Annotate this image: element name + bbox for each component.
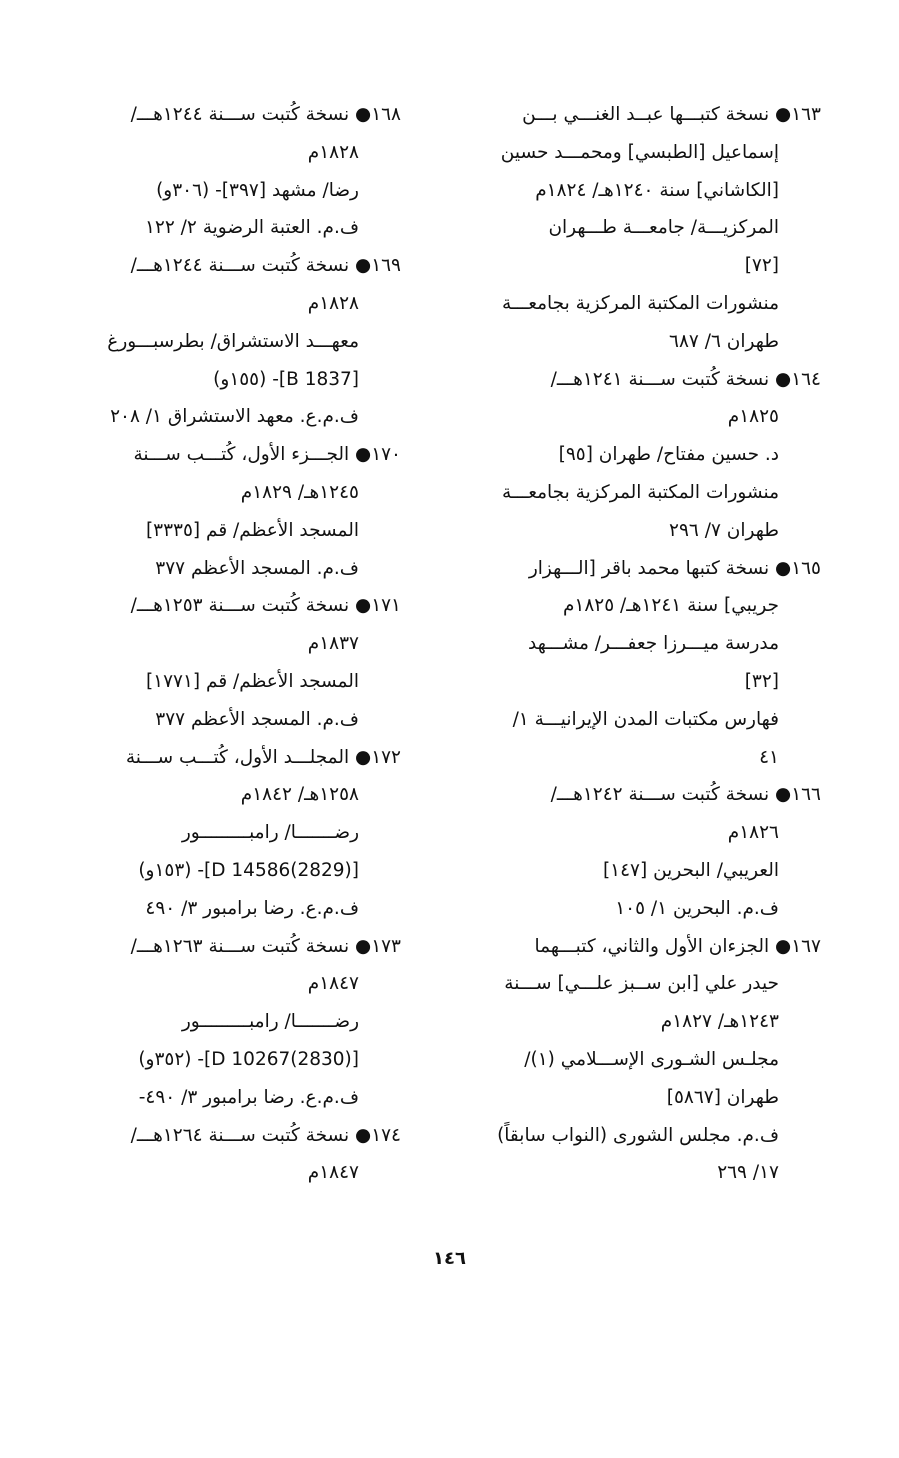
- entry-heading-line: ١٦٦● نسخة كُتبت ســـنة ١٢٤٢هـــ/: [550, 784, 821, 806]
- entry-line: [D 14586(2829)]- (١٥٣و): [138, 859, 359, 881]
- entry-heading-line: ١٧٣● نسخة كُتبت ســـنة ١٢٦٣هـــ/: [130, 935, 401, 957]
- entry-line: ١٢٤٥هـ/ ١٨٢٩م: [240, 481, 359, 503]
- right-column: [486, 96, 821, 1192]
- entry-line: ١٢٤٣هـ/ ١٨٢٧م: [660, 1011, 779, 1033]
- entry-line: ف.م.ع. رضا برامبور ٣/ ٤٩٠: [145, 897, 359, 919]
- entry-line: رضـــــــا/ رامبـــــــــور: [181, 822, 359, 844]
- entry-heading-line: ١٧٢● المجلـــد الأول، كُتـــب ســـنة: [125, 746, 401, 768]
- entry-line: جريبي] سنة ١٢٤١هـ/ ١٨٢٥م: [562, 595, 779, 617]
- entry-heading-line: ١٦٩● نسخة كُتبت ســـنة ١٢٤٤هـــ/: [130, 255, 401, 277]
- entry-line: مجلـس الشـورى الإســـلامي (١)/: [524, 1048, 779, 1070]
- entry-heading-line: ١٦٥● نسخة كتبها محمد باقر [الـــهزار: [528, 557, 821, 579]
- entry-line: ١٨٢٥م: [727, 406, 779, 428]
- entry-line: ف.م. العتبة الرضوية ٢/ ١٢٢: [144, 217, 359, 239]
- entry-line: العريبي/ البحرين [١٤٧]: [602, 859, 779, 881]
- entry-heading-line: ١٦٤● نسخة كُتبت ســـنة ١٢٤١هـــ/: [550, 368, 821, 390]
- entry-line: ١٨٢٨م: [307, 292, 359, 314]
- entry-heading-line: ١٧٠● الجـــزء الأول، كُتـــب ســـنة: [133, 444, 401, 466]
- entry-line: منشورات المكتبة المركزية بجامعـــة: [502, 481, 779, 503]
- entry-line: طهران [٥٨٦٧]: [666, 1086, 779, 1108]
- entry-line: ف.م. المسجد الأعظم ٣٧٧: [155, 557, 359, 579]
- left-column: [101, 96, 401, 1192]
- entry-line: [B 1837]- (١٥٥و): [213, 368, 359, 390]
- entry-line: [٣٢]: [744, 670, 779, 692]
- entry-heading-line: ١٦٨● نسخة كُتبت ســـنة ١٢٤٤هـــ/: [130, 104, 401, 125]
- entry-line: إسماعيل [الطبسي] ومحمـــد حسين: [500, 141, 779, 163]
- entry-line: [٧٢]: [744, 255, 779, 277]
- entry-heading-line: ١٧١● نسخة كُتبت ســـنة ١٢٥٣هـــ/: [130, 595, 401, 617]
- entry-line: المسجد الأعظم/ قم [١٧٧١]: [145, 670, 359, 692]
- entry-heading-line: ١٦٧● الجزءان الأول والثاني، كتبـــهما: [534, 935, 821, 957]
- entry-line: معهـــد الاستشراق/ بطرسبـــورغ: [107, 330, 359, 352]
- entry-line: حيدر علي [ابن ســبز علـــي] ســـنة: [504, 973, 779, 995]
- entry-line: رضـــــــا/ رامبـــــــــور: [181, 1011, 359, 1033]
- entry-line: فهارس مكتبات المدن الإيرانيـــة ١/: [512, 708, 779, 730]
- entry-line: [الكاشاني] سنة ١٢٤٠هـ/ ١٨٢٤م: [535, 179, 779, 201]
- entry-line: د. حسين مفتاح/ طهران [٩٥]: [558, 444, 779, 466]
- entry-line: ١٨٣٧م: [307, 633, 359, 655]
- entry-heading-line: ١٧٤● نسخة كُتبت ســـنة ١٢٦٤هـــ/: [130, 1124, 401, 1146]
- entry-line: مدرسة ميـــرزا جعفـــر/ مشـــهد: [528, 633, 779, 655]
- entry-line: رضا/ مشهد [٣٩٧]- (٣٠٦و): [156, 179, 359, 201]
- entry-line: ١٨٤٧م: [307, 1162, 359, 1184]
- entry-line: ١٢٥٨هـ/ ١٨٤٢م: [240, 784, 359, 806]
- entry-line: ف.م. البحرين ١/ ١٠٥: [615, 897, 779, 919]
- entry-line: ١٨٤٧م: [307, 973, 359, 995]
- entry-line: المسجد الأعظم/ قم [٣٣٣٥]: [145, 519, 359, 541]
- entry-line: طهران ٧/ ٢٩٦: [669, 519, 779, 541]
- page-number: ١٤٦: [433, 1248, 466, 1269]
- entry-line: ١٧/ ٢٦٩: [717, 1162, 779, 1184]
- entry-line: ف.م. المسجد الأعظم ٣٧٧: [155, 708, 359, 730]
- entry-line: ٤١: [759, 746, 779, 768]
- entry-line: منشورات المكتبة المركزية بجامعـــة: [502, 292, 779, 314]
- entry-line: [D 10267(2830)]- (٣٥٢و): [138, 1048, 359, 1070]
- entry-line: ١٨٢٨م: [307, 141, 359, 163]
- entry-line: المركزيـــة/ جامعـــة طـــهران: [548, 217, 779, 239]
- entry-line: ١٨٢٦م: [727, 822, 779, 844]
- entry-line: ف.م.ع. رضا برامبور ٣/ ٤٩٠-: [138, 1086, 359, 1108]
- entry-line: طهران ٦/ ٦٨٧: [669, 330, 779, 352]
- entry-line: ف.م.ع. معهد الاستشراق ١/ ٢٠٨: [110, 406, 359, 428]
- entry-heading-line: ١٦٣● نسخة كتبـــها عبــد الغنـــي بـــن: [522, 104, 821, 125]
- entry-line: ف.م. مجلس الشورى (النواب سابقاً): [497, 1124, 779, 1146]
